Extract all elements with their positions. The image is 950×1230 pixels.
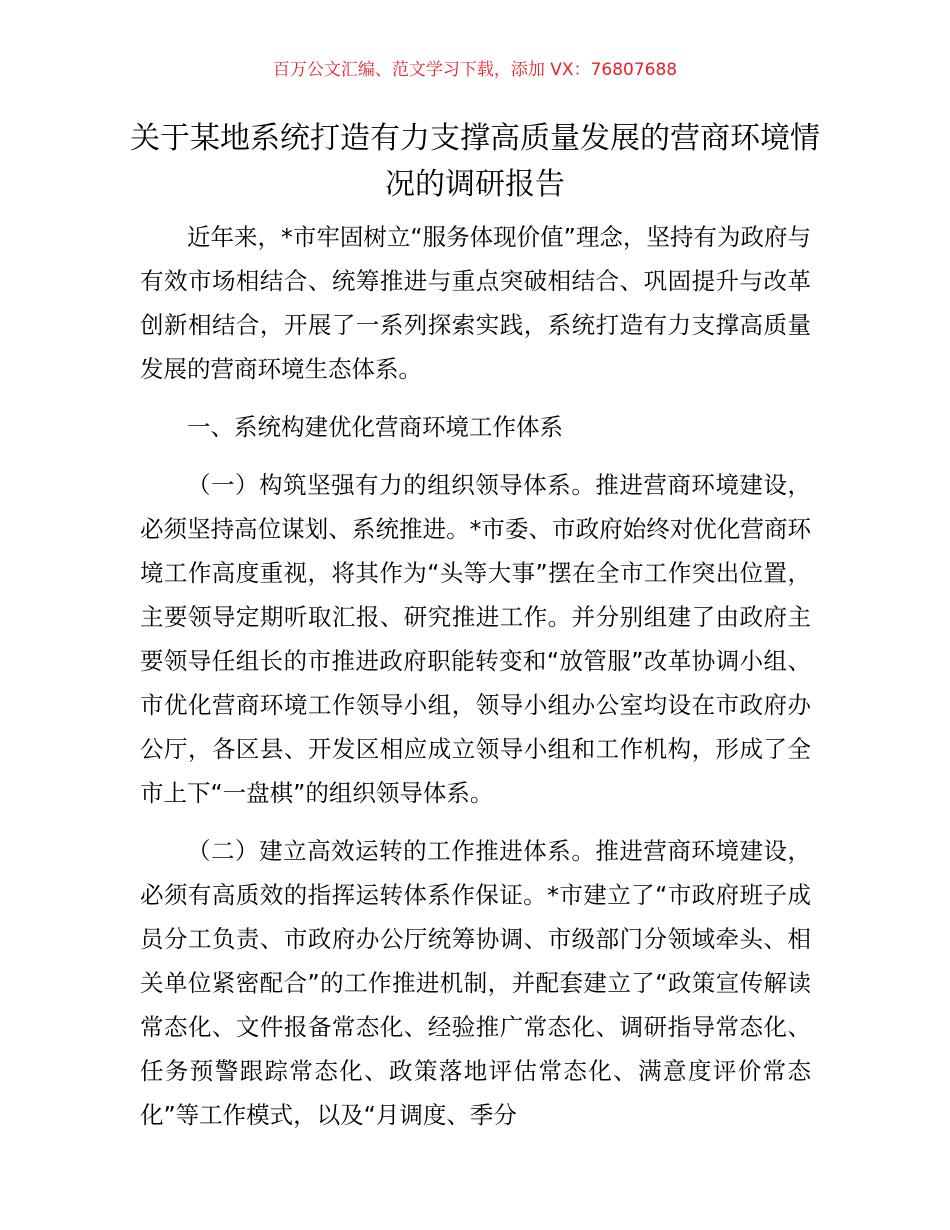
document-title: 关于某地系统打造有力支撑高质量发展的营商环境情况的调研报告 [130, 121, 820, 202]
intro-paragraph: 近年来，*市牢固树立“服务体现价值”理念，坚持有为政府与有效市场相结合、统筹推进与重点突破相结合、巩固提升与改革创新相结合，开展了一系列探索实践，系统打造有力支撑高质量发展的营商环境生态体系。 [140, 223, 811, 383]
section-heading-1: 一、系统构建优化营商环境工作体系 [187, 413, 563, 441]
document-body [140, 215, 811, 1137]
watermark-header: 百万公文汇编、范文学习下载，添加 VX：76807688 [272, 60, 678, 80]
subsection-paragraph-2: （二）建立高效运转的工作推进体系。推进营商环境建设，必须有高质效的指挥运转体系作保证。*市建立了“市政府班子成员分工负责、市政府办公厅统筹协调、市级部门分领域牵头、相关单位紧密配合”的工作推进机制，并配套建立了“政策宣传解读常态化、文件报备常态化、经验推广常态化、调研指导常态化、任务预警跟踪常态化、政策落地评估常态化、满意度评价常态化”等工作模式，以及“月调度、季分 [140, 837, 811, 1129]
subsection-paragraph-1: （一）构筑坚强有力的组织领导体系。推进营商环境建设，必须坚持高位谋划、系统推进。*市委、市政府始终对优化营商环境工作高度重视，将其作为“头等大事”摆在全市工作突出位置，主要领导定期听取汇报、研究推进工作。并分别组建了由政府主要领导任组长的市推进政府职能转变和“放管服”改革协调小组、市优化营商环境工作领导小组，领导小组办公室均设在市政府办公厅，各区县、开发区相应成立领导小组和工作机构，形成了全市上下“一盘棋”的组织领导体系。 [140, 471, 811, 807]
